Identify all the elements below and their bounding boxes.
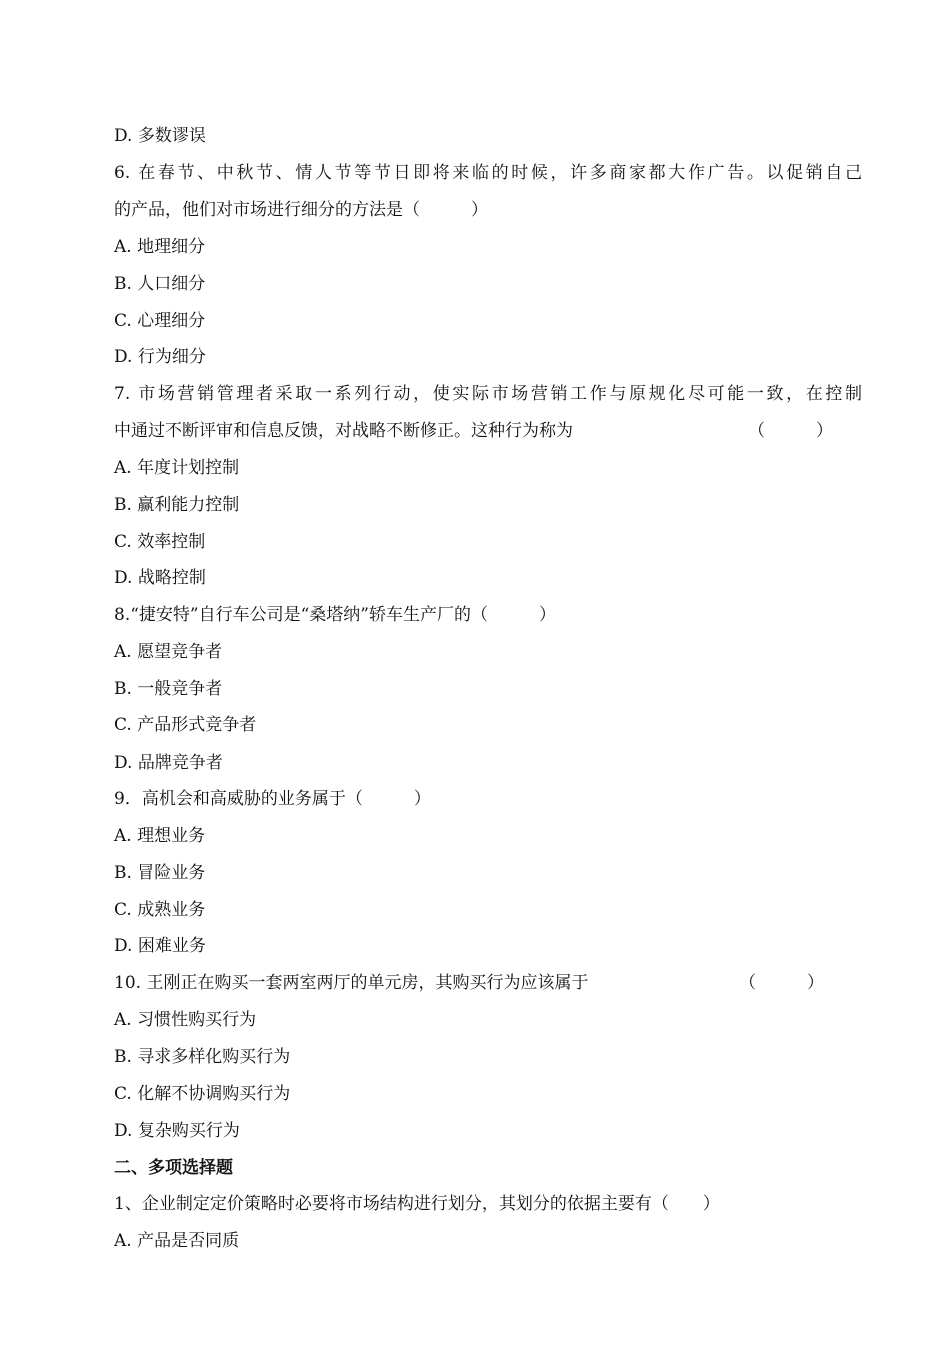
q7-answer-blank: （ ）: [748, 421, 833, 441]
q6-stem-line1: 6. 在春节、中秋节、情人节等节日即将来临的时候，许多商家都大作广告。以促销自己: [114, 163, 862, 183]
q6-option-b: B. 人口细分: [114, 274, 206, 294]
q8-option-d: D. 品牌竞争者: [114, 753, 223, 773]
q6-stem-line2: 的产品，他们对市场进行细分的方法是（ ）: [114, 200, 488, 220]
m1-stem: 1、企业制定定价策略时必要将市场结构进行划分，其划分的依据主要有（ ）: [114, 1194, 720, 1214]
q9-stem: 9．高机会和高威胁的业务属于（ ）: [114, 789, 431, 809]
q9-option-b: B. 冒险业务: [114, 863, 206, 883]
q8-stem: 8.“捷安特”自行车公司是“桑塔纳”轿车生产厂的（ ）: [114, 605, 556, 625]
q10-option-a: A. 习惯性购买行为: [114, 1010, 257, 1030]
q5-option-d: D. 多数谬误: [114, 126, 206, 146]
q10-option-b: B. 寻求多样化购买行为: [114, 1047, 291, 1067]
q8-option-b: B. 一般竞争者: [114, 679, 223, 699]
q10-answer-blank: （ ）: [739, 973, 824, 993]
q10-stem: 10. 王刚正在购买一套两室两厅的单元房，其购买行为应该属于: [114, 973, 589, 993]
q7-option-b: B. 赢利能力控制: [114, 495, 240, 515]
q7-option-d: D. 战略控制: [114, 568, 206, 588]
q7-stem-line1: 7. 市场营销管理者采取一系列行动，使实际市场营销工作与原规化尽可能一致，在控制: [114, 384, 862, 404]
section-heading-multiple-choice: 二、多项选择题: [114, 1158, 233, 1178]
q6-option-a: A. 地理细分: [114, 237, 206, 257]
q10-option-c: C. 化解不协调购买行为: [114, 1084, 291, 1104]
q10-option-d: D. 复杂购买行为: [114, 1121, 240, 1141]
m1-option-a: A. 产品是否同质: [114, 1231, 240, 1251]
q7-option-a: A. 年度计划控制: [114, 458, 240, 478]
q9-option-a: A. 理想业务: [114, 826, 206, 846]
q7-stem-line2: 中通过不断评审和信息反馈，对战略不断修正。这种行为称为: [114, 421, 573, 441]
q8-option-a: A. 愿望竞争者: [114, 642, 223, 662]
q9-option-c: C. 成熟业务: [114, 900, 206, 920]
q6-option-d: D. 行为细分: [114, 347, 206, 367]
q8-option-c: C. 产品形式竞争者: [114, 715, 257, 735]
q9-option-d: D. 困难业务: [114, 936, 206, 956]
q6-option-c: C. 心理细分: [114, 311, 206, 331]
q7-option-c: C. 效率控制: [114, 532, 206, 552]
